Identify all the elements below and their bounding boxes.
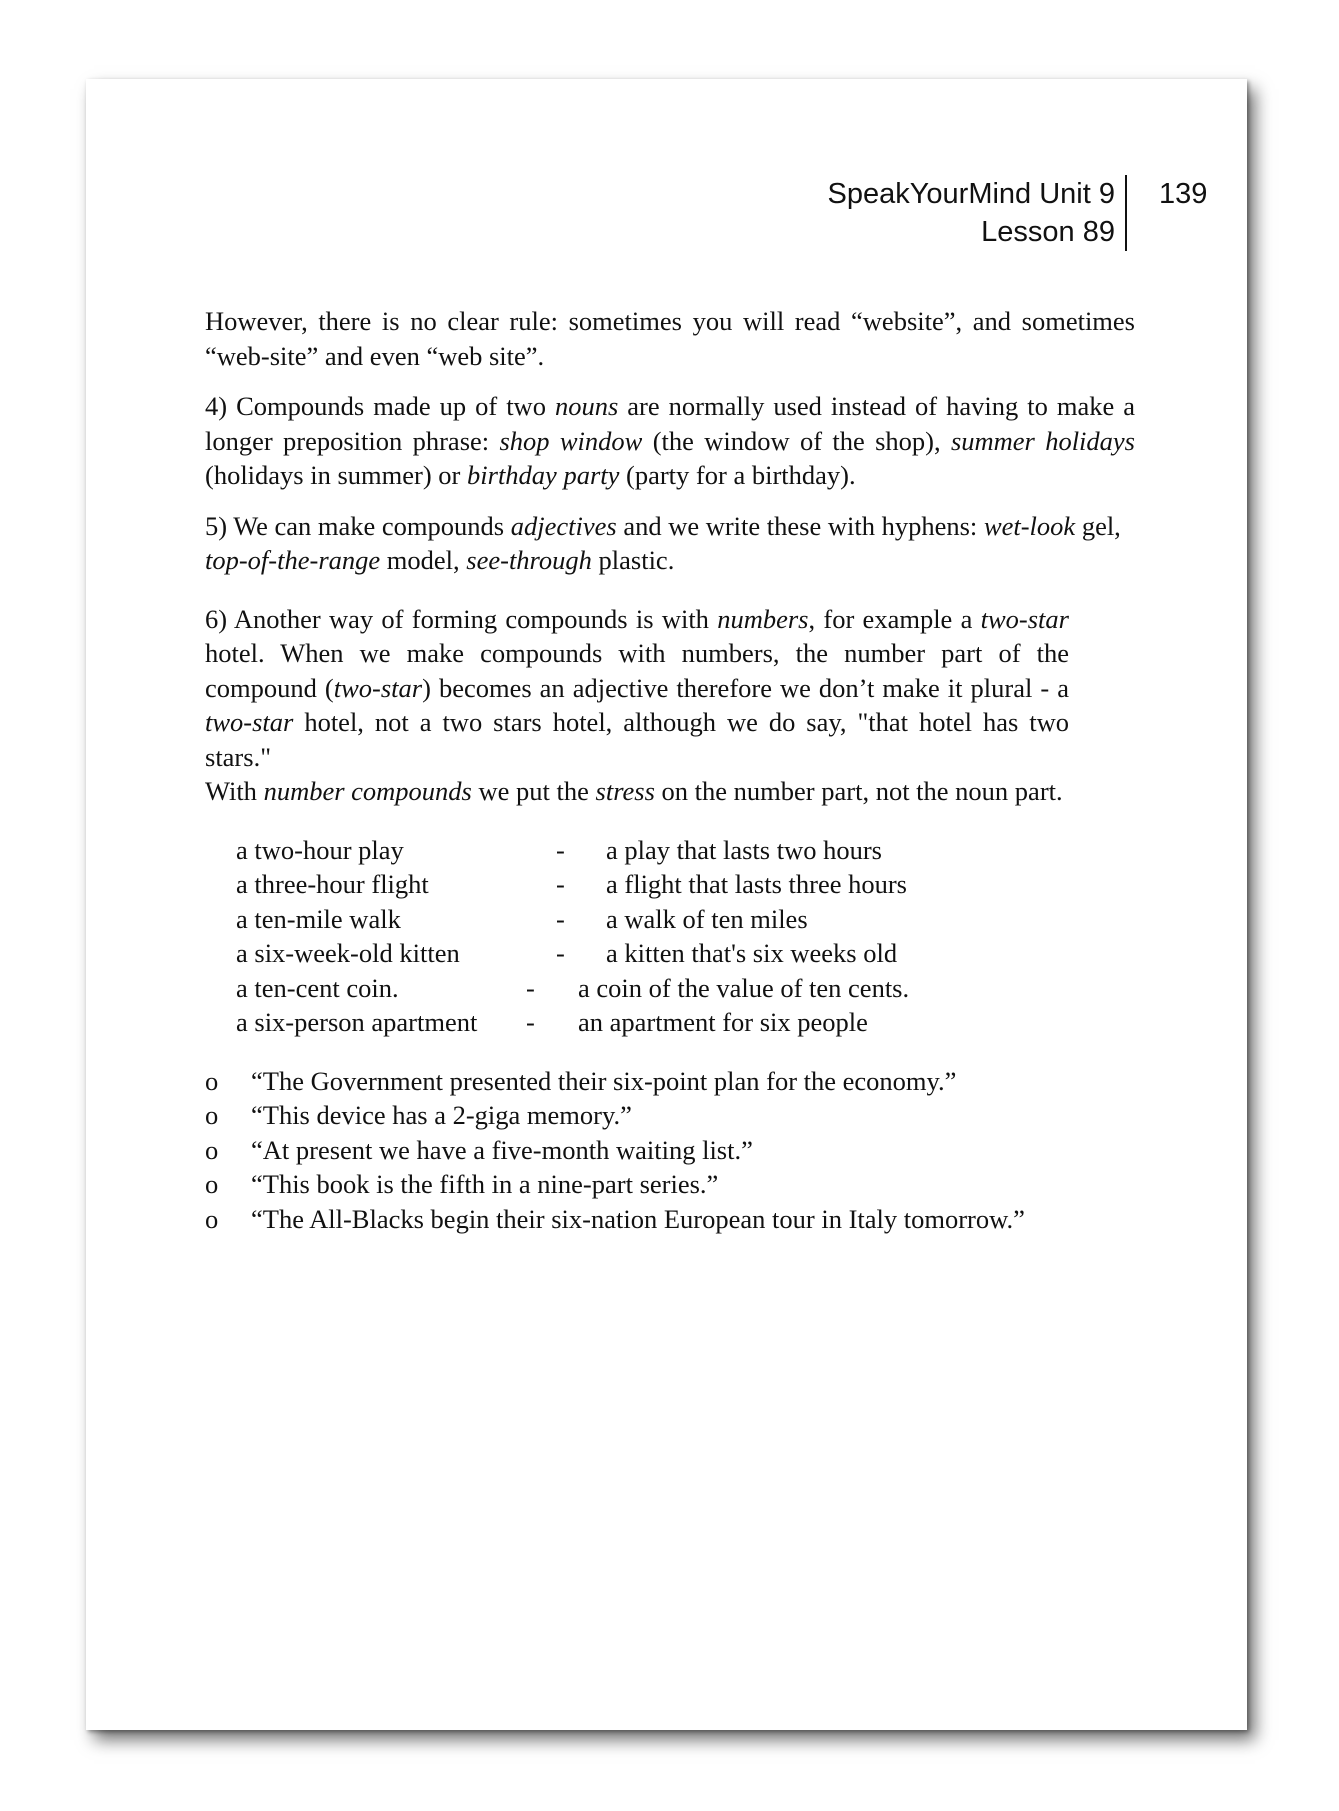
example-meaning: a walk of ten miles: [606, 903, 808, 934]
list-item: [205, 1098, 1069, 1133]
running-header: [828, 175, 1128, 251]
example-sentence: “The Government presented their six-point plan for the economy.”: [251, 1065, 957, 1096]
example-meaning: a play that lasts two hours: [606, 834, 882, 865]
example-row: [236, 902, 1135, 937]
example-term: a ten-cent coin.: [236, 972, 399, 1003]
examples-table: [236, 833, 1135, 1040]
example-meaning: a kitten that's six weeks old: [606, 938, 898, 968]
example-dash: -: [556, 938, 565, 968]
page-number: 139: [1159, 178, 1208, 210]
example-term: a ten-mile walk: [236, 903, 401, 934]
example-row: [236, 936, 1135, 971]
example-sentence: “This book is the fifth in a nine-part series.”: [251, 1169, 719, 1199]
bullet-marker: o: [205, 1100, 219, 1130]
example-sentence: “This device has a 2-giga memory.”: [251, 1100, 632, 1130]
example-meaning: an apartment for six people: [578, 1007, 868, 1037]
example-row: [236, 971, 1135, 1006]
example-term: a six-person apartment: [236, 1007, 478, 1037]
example-dash: -: [526, 972, 535, 1003]
example-term: a three-hour flight: [236, 869, 429, 899]
example-dash: -: [556, 869, 565, 899]
example-term: a two-hour play: [236, 834, 404, 865]
bullet-marker: o: [205, 1134, 219, 1165]
bullet-marker: o: [205, 1169, 219, 1199]
example-sentences-list: [205, 1064, 1069, 1237]
example-meaning: a coin of the value of ten cents.: [578, 972, 910, 1003]
header-lesson-title: Lesson 89: [981, 216, 1115, 248]
example-row: [236, 1005, 1135, 1040]
example-sentence: “The All-Blacks begin their six-nation European tour in Italy tomorrow.”: [251, 1203, 1025, 1234]
paragraph-number-compounds: 6) Another way of forming compounds is with numbers, for example a two-star hotel. When we make compounds with numbers, the number part of the compound (two-star) becomes an adjective therefore we don’t make it plural - a two-star hotel, not a two stars hotel, although we do say, "that hotel has two stars.": [205, 603, 1069, 772]
list-item: [205, 1202, 1069, 1237]
example-dash: -: [526, 1007, 535, 1037]
list-item: [205, 1133, 1069, 1168]
page-body: [205, 304, 1135, 1236]
paragraph-adjective-compounds: 5) We can make compounds adjectives and we write these with hyphens: wet-look gel, top-of-the-range model, see-through plastic.: [205, 510, 1121, 575]
paragraph-website-spelling: However, there is no clear rule: sometimes you will read “website”, and sometimes “web-site” and even “web site”.: [205, 306, 1135, 371]
list-item: [205, 1064, 1069, 1099]
example-sentence: “At present we have a five-month waiting list.”: [251, 1134, 753, 1165]
bullet-marker: o: [205, 1203, 219, 1234]
header-unit-title: SpeakYourMind Unit 9: [827, 178, 1115, 210]
example-row: [236, 833, 1135, 868]
example-dash: -: [556, 903, 565, 934]
example-dash: -: [556, 834, 565, 865]
example-row: [236, 867, 1135, 902]
paragraph-stress-rule: With number compounds we put the stress on the number part, not the noun part.: [205, 776, 1063, 806]
paragraph-noun-compounds: 4) Compounds made up of two nouns are normally used instead of having to make a longer preposition phrase: shop window (the window of the shop), summer holidays (holidays in summer) or birthday party (party for a birthday).: [205, 391, 1135, 490]
book-page: [86, 79, 1247, 1730]
example-term: a six-week-old kitten: [236, 938, 460, 968]
bullet-marker: o: [205, 1065, 219, 1096]
example-meaning: a flight that lasts three hours: [606, 869, 907, 899]
list-item: [205, 1167, 1069, 1202]
